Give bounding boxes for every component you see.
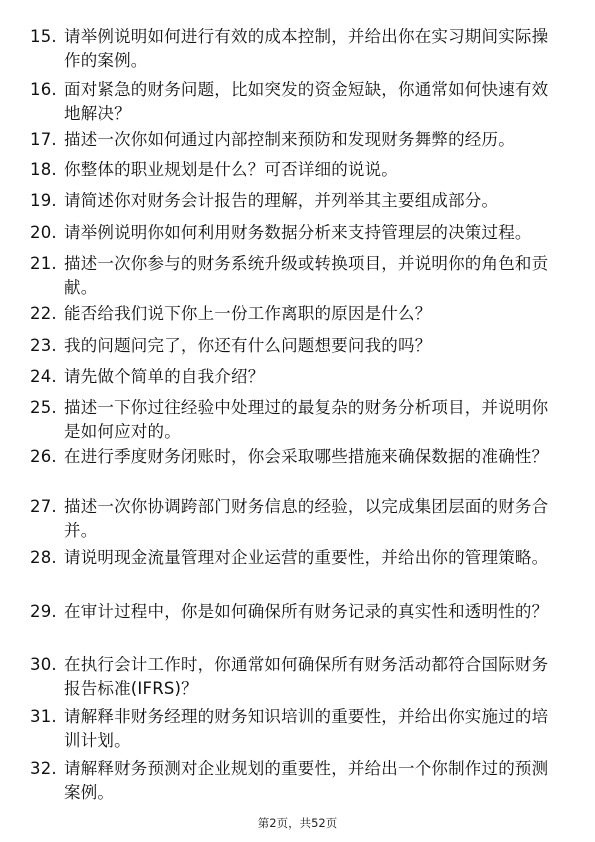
question-number: 25. — [30, 398, 57, 417]
question-number: 15. — [30, 27, 57, 46]
question-text: 能否给我们说下你上一份工作离职的原因是什么？ — [64, 304, 432, 323]
question-number: 24. — [30, 367, 57, 386]
question-text: 描述一下你过往经验中处理过的最复杂的财务分析项目，并说明你是如何应对的。 — [64, 398, 549, 441]
question-text: 面对紧急的财务问题，比如突发的资金短缺，你通常如何快速有效地解决？ — [64, 80, 549, 123]
page-number-footer: 第2页，共52页 — [257, 816, 338, 830]
question-text: 请举例说明你如何利用财务数据分析来支持管理层的决策过程。 — [64, 223, 532, 242]
question-number: 26. — [30, 447, 57, 466]
question-text: 你整体的职业规划是什么？可否详细的说说。 — [64, 160, 398, 179]
question-number: 16. — [30, 80, 57, 99]
question-text: 请简述你对财务会计报告的理解，并列举其主要组成部分。 — [64, 191, 499, 210]
question-number: 27. — [30, 497, 57, 516]
question-text: 我的问题问完了，你还有什么问题想要问我的吗？ — [64, 336, 432, 355]
question-text: 请说明现金流量管理对企业运营的重要性，并给出你的管理策略。 — [64, 548, 549, 567]
question-number: 20. — [30, 223, 57, 242]
question-text: 描述一次你参与的财务系统升级或转换项目，并说明你的角色和贡献。 — [64, 254, 549, 297]
question-number: 21. — [30, 254, 57, 273]
question-text: 描述一次你协调跨部门财务信息的经验，以完成集团层面的财务合并。 — [64, 497, 549, 540]
question-text: 在审计过程中，你是如何确保所有财务记录的真实性和透明性的？ — [64, 602, 549, 621]
question-number: 29. — [30, 602, 57, 621]
question-text: 请先做个简单的自我介绍？ — [64, 367, 265, 386]
question-number: 19. — [30, 191, 57, 210]
question-text: 请解释财务预测对企业规划的重要性，并给出一个你制作过的预测案例。 — [64, 759, 549, 802]
question-number: 22. — [30, 304, 57, 323]
question-number: 18. — [30, 160, 57, 179]
question-number: 28. — [30, 548, 57, 567]
question-number: 17. — [30, 130, 57, 149]
question-number: 23. — [30, 336, 57, 355]
question-number: 31. — [30, 707, 57, 726]
question-text: 在进行季度财务闭账时，你会采取哪些措施来确保数据的准确性？ — [64, 447, 549, 466]
question-text: 描述一次你如何通过内部控制来预防和发现财务舞弊的经历。 — [64, 130, 515, 149]
question-text: 请解释非财务经理的财务知识培训的重要性，并给出你实施过的培训计划。 — [64, 707, 549, 750]
question-number: 32. — [30, 759, 57, 778]
question-text: 在执行会计工作时，你通常如何确保所有财务活动都符合国际财务报告标准(IFRS)？ — [64, 655, 549, 698]
question-number: 30. — [30, 655, 57, 674]
question-text: 请举例说明如何进行有效的成本控制，并给出你在实习期间实际操作的案例。 — [64, 27, 549, 70]
